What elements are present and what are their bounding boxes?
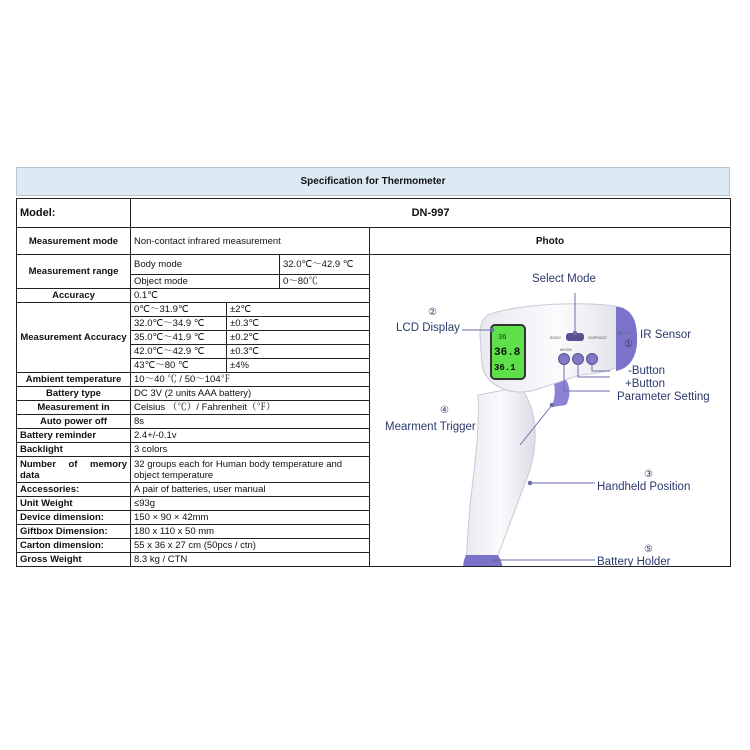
photo-header: Photo xyxy=(370,228,731,255)
callout-trigger: Mearment Trigger xyxy=(385,421,476,433)
range-mode: Body mode xyxy=(131,255,280,275)
measurement-mode-value: Non-contact infrared measurement xyxy=(131,228,370,255)
photo-cell xyxy=(370,255,731,567)
measurement-mode-row xyxy=(17,228,731,255)
mode-label: MODE xyxy=(560,347,572,352)
model-value: DN-997 xyxy=(131,199,731,228)
spec-value: ≤93g xyxy=(131,497,370,511)
model-label: Model: xyxy=(17,199,131,228)
spec-label: Device dimension: xyxy=(17,511,131,525)
spec-label: Battery reminder xyxy=(17,429,131,443)
callout-handheld: Handheld Position xyxy=(597,481,691,493)
button-minus xyxy=(573,354,584,365)
num-1: ① xyxy=(624,339,633,350)
thermometer-handle xyxy=(466,387,535,567)
accuracy-range: 32.0℃～34.9 ℃ xyxy=(131,317,227,331)
range-row-body xyxy=(17,255,731,275)
spec-value: 8.3 kg / CTN xyxy=(131,553,370,567)
num-5: ⑤ xyxy=(644,544,653,555)
spec-label: Gross Weight xyxy=(17,553,131,567)
accuracy-range: 35.0℃～41.9 ℃ xyxy=(131,331,227,345)
spec-value: DC 3V (2 units AAA battery) xyxy=(131,387,370,401)
spec-label: Giftbox Dimension: xyxy=(17,525,131,539)
spec-value: 8s xyxy=(131,415,370,429)
spec-value: A pair of batteries, user manual xyxy=(131,483,370,497)
measurement-accuracy-label: Measurement Accuracy xyxy=(17,303,131,373)
spec-label: Auto power off xyxy=(17,415,131,429)
button-mode xyxy=(559,354,570,365)
sheet-title: Specification for Thermometer xyxy=(16,167,730,196)
thermometer-photo xyxy=(370,255,731,567)
accuracy-value: 0.1℃ xyxy=(131,289,370,303)
spec-label: Carton dimension: xyxy=(17,539,131,553)
accuracy-range: 0℃～31.9℃ xyxy=(131,303,227,317)
spec-label: Ambient temperature xyxy=(17,373,131,387)
model-row xyxy=(17,199,731,228)
button-plus xyxy=(587,354,598,365)
spec-table xyxy=(16,198,731,567)
range-value: 0～80℃ xyxy=(280,275,370,289)
surface-label: SURFACE xyxy=(588,335,607,340)
spec-value: 180 x 110 x 50 mm xyxy=(131,525,370,539)
spec-sheet xyxy=(16,167,730,588)
memory-label: Number of memory data xyxy=(17,457,131,483)
callout-minus-button: -Button xyxy=(628,365,666,377)
spec-label: Accessories: xyxy=(17,483,131,497)
lcd-small: 36 xyxy=(498,334,507,342)
accuracy-range: 42.0℃～42.9 ℃ xyxy=(131,345,227,359)
callout-plus-button: +Button xyxy=(625,378,665,390)
accuracy-tolerance: ±4% xyxy=(227,359,370,373)
callout-select-mode: Select Mode xyxy=(532,273,596,285)
accuracy-tolerance: ±0.2℃ xyxy=(227,331,370,345)
spec-label: Unit Weight xyxy=(17,497,131,511)
spec-value: 10～40 ℃ / 50～104℉ xyxy=(131,373,370,387)
measurement-range-label: Measurement range xyxy=(17,255,131,289)
spec-value: 55 x 36 x 27 cm (50pcs / ctn) xyxy=(131,539,370,553)
accuracy-tolerance: ±0.3℃ xyxy=(227,317,370,331)
callout-parameter-setting: Parameter Setting xyxy=(617,391,710,403)
spec-label: Battery type xyxy=(17,387,131,401)
range-value: 32.0℃～42.9 ℃ xyxy=(280,255,370,275)
accuracy-tolerance: ±2℃ xyxy=(227,303,370,317)
range-mode: Object mode xyxy=(131,275,280,289)
num-3: ③ xyxy=(644,469,653,480)
num-2: ② xyxy=(428,307,437,318)
callout-ir-sensor: IR Sensor xyxy=(640,329,692,341)
accuracy-range: 43℃～80 ℃ xyxy=(131,359,227,373)
callout-lcd-display: LCD Display xyxy=(396,322,460,334)
num-4: ④ xyxy=(440,405,449,416)
lcd-reading-2: 36.1 xyxy=(494,363,516,373)
memory-value: 32 groups each for Human body temperature and object temperature xyxy=(131,457,370,483)
accuracy-label: Accuracy xyxy=(17,289,131,303)
spec-value: Celsius （℃）/ Fahrenheit（℉） xyxy=(131,401,370,415)
spec-value: 150 × 90 × 42mm xyxy=(131,511,370,525)
spec-label: Backlight xyxy=(17,443,131,457)
spec-value: 2.4+/-0.1v xyxy=(131,429,370,443)
callout-battery-holder: Battery Holder xyxy=(597,556,671,568)
body-label: BODY xyxy=(550,335,562,340)
lcd-reading: 36.8 xyxy=(494,347,521,359)
accuracy-tolerance: ±0.3℃ xyxy=(227,345,370,359)
spec-value: 3 colors xyxy=(131,443,370,457)
measurement-mode-label: Measurement mode xyxy=(17,228,131,255)
spec-label: Measurement in xyxy=(17,401,131,415)
